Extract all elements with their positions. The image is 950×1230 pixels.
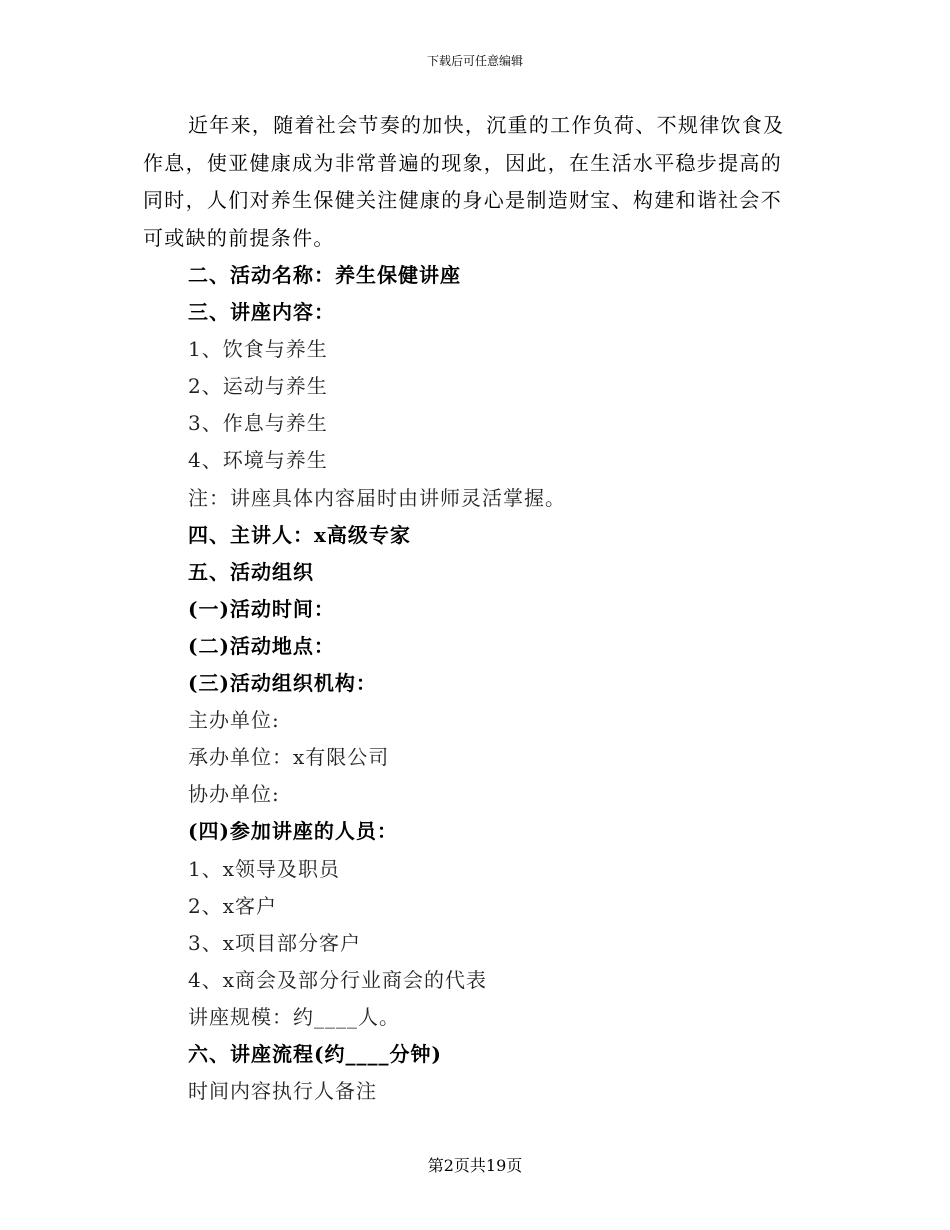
- list-item: 3、作息与养生: [188, 411, 328, 436]
- document-body: [143, 107, 803, 1110]
- subheading-activity-location: (二)活动地点：: [188, 633, 335, 658]
- intro-paragraph: 近年来，随着社会节奏的加快，沉重的工作负荷、不规律饮食及作息，使亚健康成为非常普遍的现象，因此，在生活水平稳步提高的同时，人们对养生保健关注健康的身心是制造财宝、构建和谐社会不可或缺的前提条件。: [143, 113, 785, 250]
- list-item: 1、饮食与养生: [188, 337, 328, 362]
- list-item: 2、x客户: [188, 893, 278, 918]
- section-heading-activity-name: 二、活动名称：养生保健讲座: [188, 263, 461, 287]
- document-lines: [143, 257, 803, 1110]
- list-item: 3、x项目部分客户: [188, 930, 362, 955]
- list-item: 4、x商会及部分行业商会的代表: [188, 967, 488, 992]
- section-heading-organization: 五、活动组织: [188, 559, 314, 584]
- section-heading-speaker: 四、主讲人：x高级专家: [188, 522, 411, 547]
- subheading-organizing-bodies: (三)活动组织机构：: [188, 671, 377, 696]
- undertaker-field: 承办单位：x有限公司: [188, 745, 390, 770]
- subheading-attendees: (四)参加讲座的人员：: [188, 819, 398, 844]
- section-heading-lecture-content: 三、讲座内容：: [188, 300, 335, 325]
- list-item: 2、运动与养生: [188, 374, 328, 399]
- organizer-field: 主办单位:: [188, 708, 280, 733]
- list-item: 1、x领导及职员: [188, 856, 341, 881]
- note-text: 注：讲座具体内容届时由讲师灵活掌握。: [188, 485, 566, 510]
- lecture-scale: 讲座规模：约____人。: [188, 1004, 400, 1029]
- page-header: 下载后可任意编辑: [426, 54, 523, 68]
- list-item: 4、环境与养生: [188, 448, 328, 473]
- page-footer: 第2页共19页: [427, 1156, 523, 1175]
- subheading-activity-time: (一)活动时间：: [188, 596, 335, 621]
- table-header-line: 时间内容执行人备注: [188, 1079, 377, 1104]
- co-organizer-field: 协办单位:: [188, 782, 280, 807]
- section-heading-lecture-flow: 六、讲座流程(约____分钟): [188, 1041, 442, 1066]
